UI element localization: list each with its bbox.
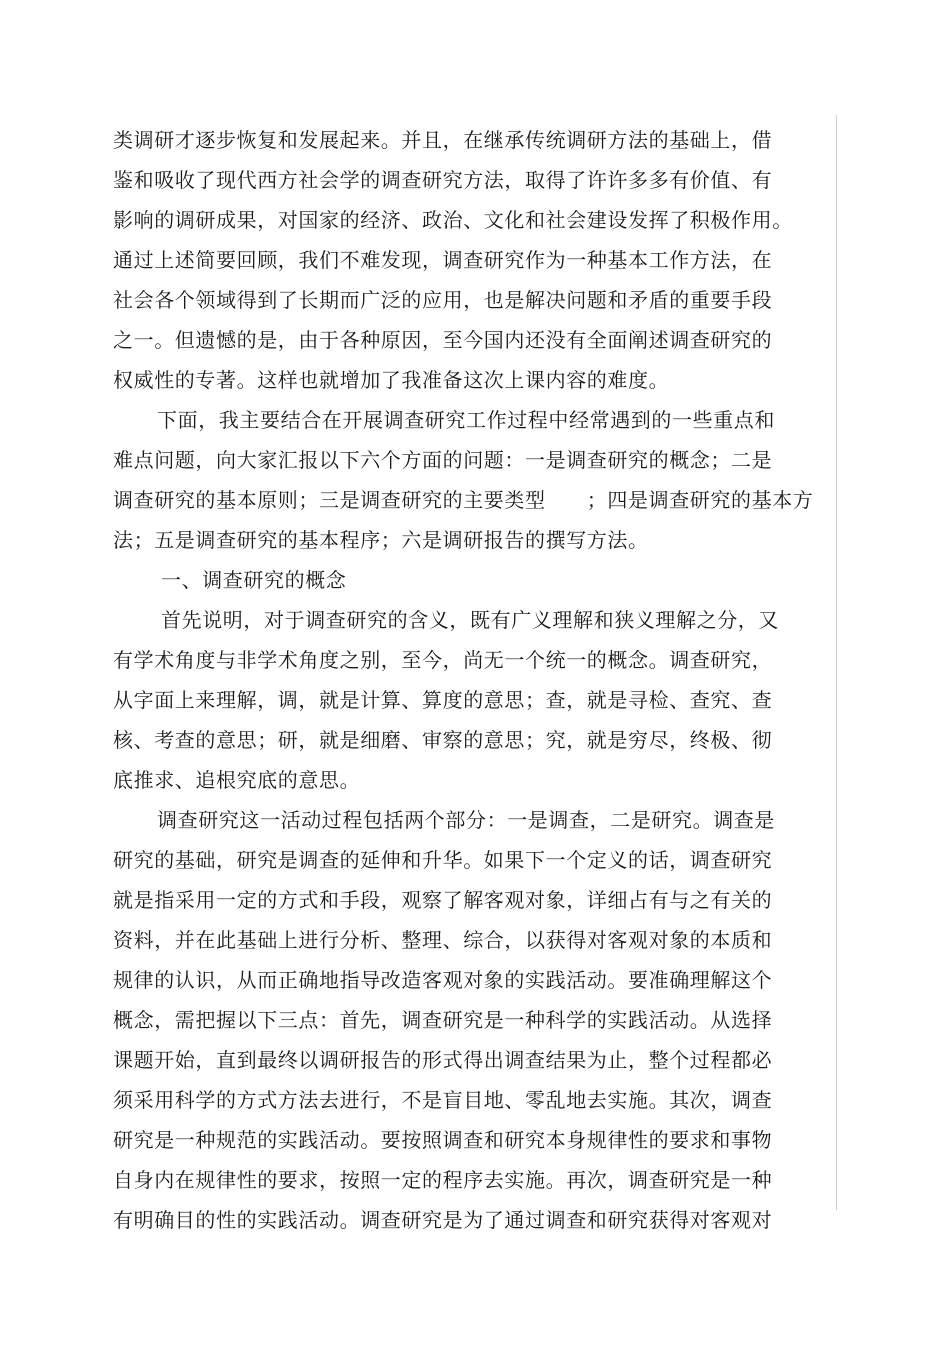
text-line: 权威性的专著。这样也就增加了我准备这次上课内容的难度。 [113,368,670,392]
text-line: 影响的调研成果，对国家的经济、政治、文化和社会建设发挥了积极作用。 [113,208,793,232]
text-line: 之一。但遗憾的是，由于各种原因，至今国内还没有全面阐述调查研究的 [113,328,773,352]
paragraph-first-line: 下面，我主要结合在开展调查研究工作过程中经常遇到的一些重点和 [157,408,775,432]
text-line: 底推求、追根究底的意思。 [113,768,361,792]
text-line: 自身内在规律性的要求，按照一定的程序去实施。再次，调查研究是一种 [113,1168,773,1192]
text-line: 研究是一种规范的实践活动。要按照调查和研究本身规律性的要求和事物 [113,1128,773,1152]
text-line: 就是指采用一定的方式和手段，观察了解客观对象，详细占有与之有关的 [113,888,773,912]
text-line: 法；五是调查研究的基本程序；六是调研报告的撰写方法。 [113,528,649,552]
text-line: 有学术角度与非学术角度之别，至今，尚无一个统一的概念。调查研究， [113,648,773,672]
text-line: 资料，并在此基础上进行分析、整理、综合，以获得对客观对象的本质和 [113,928,773,952]
text-line: 研究的基础，研究是调查的延伸和升华。如果下一个定义的话，调查研究 [113,848,773,872]
text-line: 须采用科学的方式方法去进行，不是盲目地、零乱地去实施。其次，调查 [113,1088,773,1112]
text-line: 调查研究的基本原则；三是调查研究的主要类型 ；四是调查研究的基本方 [113,488,814,512]
text-line: 课题开始，直到最终以调研报告的形式得出调查结果为止，整个过程都必 [113,1048,773,1072]
text-line: 有明确目的性的实践活动。调查研究是为了通过调查和研究获得对客观对 [113,1208,773,1232]
text-line: 难点问题，向大家汇报以下六个方面的问题：一是调查研究的概念；二是 [113,448,773,472]
paragraph-first-line: 首先说明，对于调查研究的含义，既有广义理解和狭义理解之分，又 [161,608,779,632]
text-line: 鉴和吸收了现代西方社会学的调查研究方法，取得了许许多多有价值、有 [113,168,773,192]
text-line: 从字面上来理解，调，就是计算、算度的意思；查，就是寻检、查究、查 [113,688,773,712]
text-line: 通过上述简要回顾，我们不难发现，调查研究作为一种基本工作方法，在 [113,248,773,272]
text-line: 社会各个领域得到了长期而广泛的应用，也是解决问题和矛盾的重要手段 [113,288,773,312]
text-line: 概念，需把握以下三点：首先，调查研究是一种科学的实践活动。从选择 [113,1008,773,1032]
text-line: 核、考查的意思；研，就是细磨、审察的意思；究，就是穷尽，终极、彻 [113,728,773,752]
paragraph-first-line: 调查研究这一活动过程包括两个部分：一是调查，二是研究。调查是 [157,808,775,832]
section-heading: 一、调查研究的概念 [161,568,347,592]
text-line: 类调研才逐步恢复和发展起来。并且，在继承传统调研方法的基础上，借 [113,128,773,152]
text-line: 规律的认识，从而正确地指导改造客观对象的实践活动。要准确理解这个 [113,968,773,992]
